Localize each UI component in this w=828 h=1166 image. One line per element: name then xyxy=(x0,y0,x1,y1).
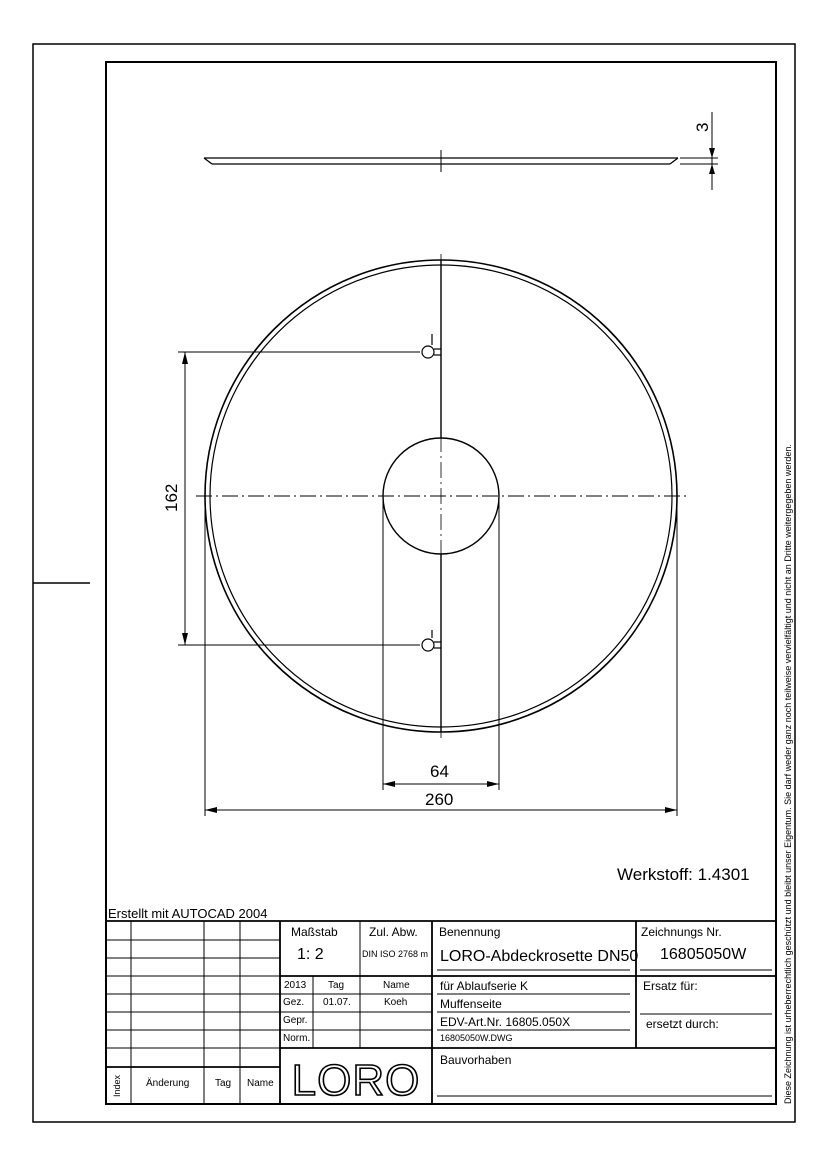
revision-name-label: Name xyxy=(247,1078,274,1089)
year: 2013 xyxy=(284,980,307,991)
name-value: LORO-Abdeckrosette DN50 xyxy=(440,948,639,965)
revision-change-label: Änderung xyxy=(146,1078,190,1089)
side-view xyxy=(204,112,718,190)
svg-text:LORO: LORO xyxy=(291,1056,421,1105)
dim-hole-spacing: 162 xyxy=(162,483,181,512)
front-view xyxy=(196,254,688,740)
dimension-arrows xyxy=(182,352,677,813)
copyright-note: Diese Zeichnung ist urheberrechtlich geschützt und bleibt unser Eigentum. Sie darf weder ganz noch teilweise vervielfältigt und nicht an Dritte weitergegeben werden. xyxy=(783,444,793,1104)
dim-outer-diameter: 260 xyxy=(425,790,454,809)
description-line-1: für Ablaufserie K xyxy=(440,979,529,993)
keyhole-bottom xyxy=(422,630,441,651)
drawing-no-value: 16805050W xyxy=(660,946,747,963)
keyhole-top xyxy=(422,334,441,358)
description-line-3: EDV-Art.Nr. 16805.050X xyxy=(440,1015,571,1029)
tolerance-value: DIN ISO 2768 m xyxy=(362,949,429,959)
scale-label: Maßstab xyxy=(291,925,338,939)
dimension-lines xyxy=(178,352,677,816)
tolerance-label: Zul. Abw. xyxy=(369,925,418,939)
description-line-2: Muffenseite xyxy=(440,997,502,1011)
drawing-no-label: Zeichnungs Nr. xyxy=(641,925,722,939)
name-col-label: Name xyxy=(383,980,410,991)
loro-logo xyxy=(292,1056,421,1105)
replacement-for-label: Ersatz für: xyxy=(643,979,698,993)
replaced-by-label: ersetzt durch: xyxy=(646,1017,719,1031)
name-label: Benennung xyxy=(439,925,501,939)
dim-inner-diameter: 64 xyxy=(430,762,449,781)
day-col-label: Tag xyxy=(328,980,345,991)
drawn-label: Gez. xyxy=(283,997,305,1008)
scale-value: 1: 2 xyxy=(297,946,324,963)
project-label: Bauvorhaben xyxy=(440,1053,512,1067)
revision-index-label: Index xyxy=(112,1074,122,1097)
material-note: Werkstoff: 1.4301 xyxy=(617,865,750,884)
checked-label: Gepr. xyxy=(283,1015,308,1026)
drawn-date: 01.07. xyxy=(323,997,351,1008)
file-name: 16805050W.DWG xyxy=(440,1033,513,1043)
created-with-note: Erstellt mit AUTOCAD 2004 xyxy=(108,906,268,921)
revision-day-label: Tag xyxy=(215,1078,232,1089)
norm-label: Norm. xyxy=(283,1033,311,1044)
drawn-name: Koeh xyxy=(384,997,408,1008)
dim-thickness: 3 xyxy=(693,122,712,132)
